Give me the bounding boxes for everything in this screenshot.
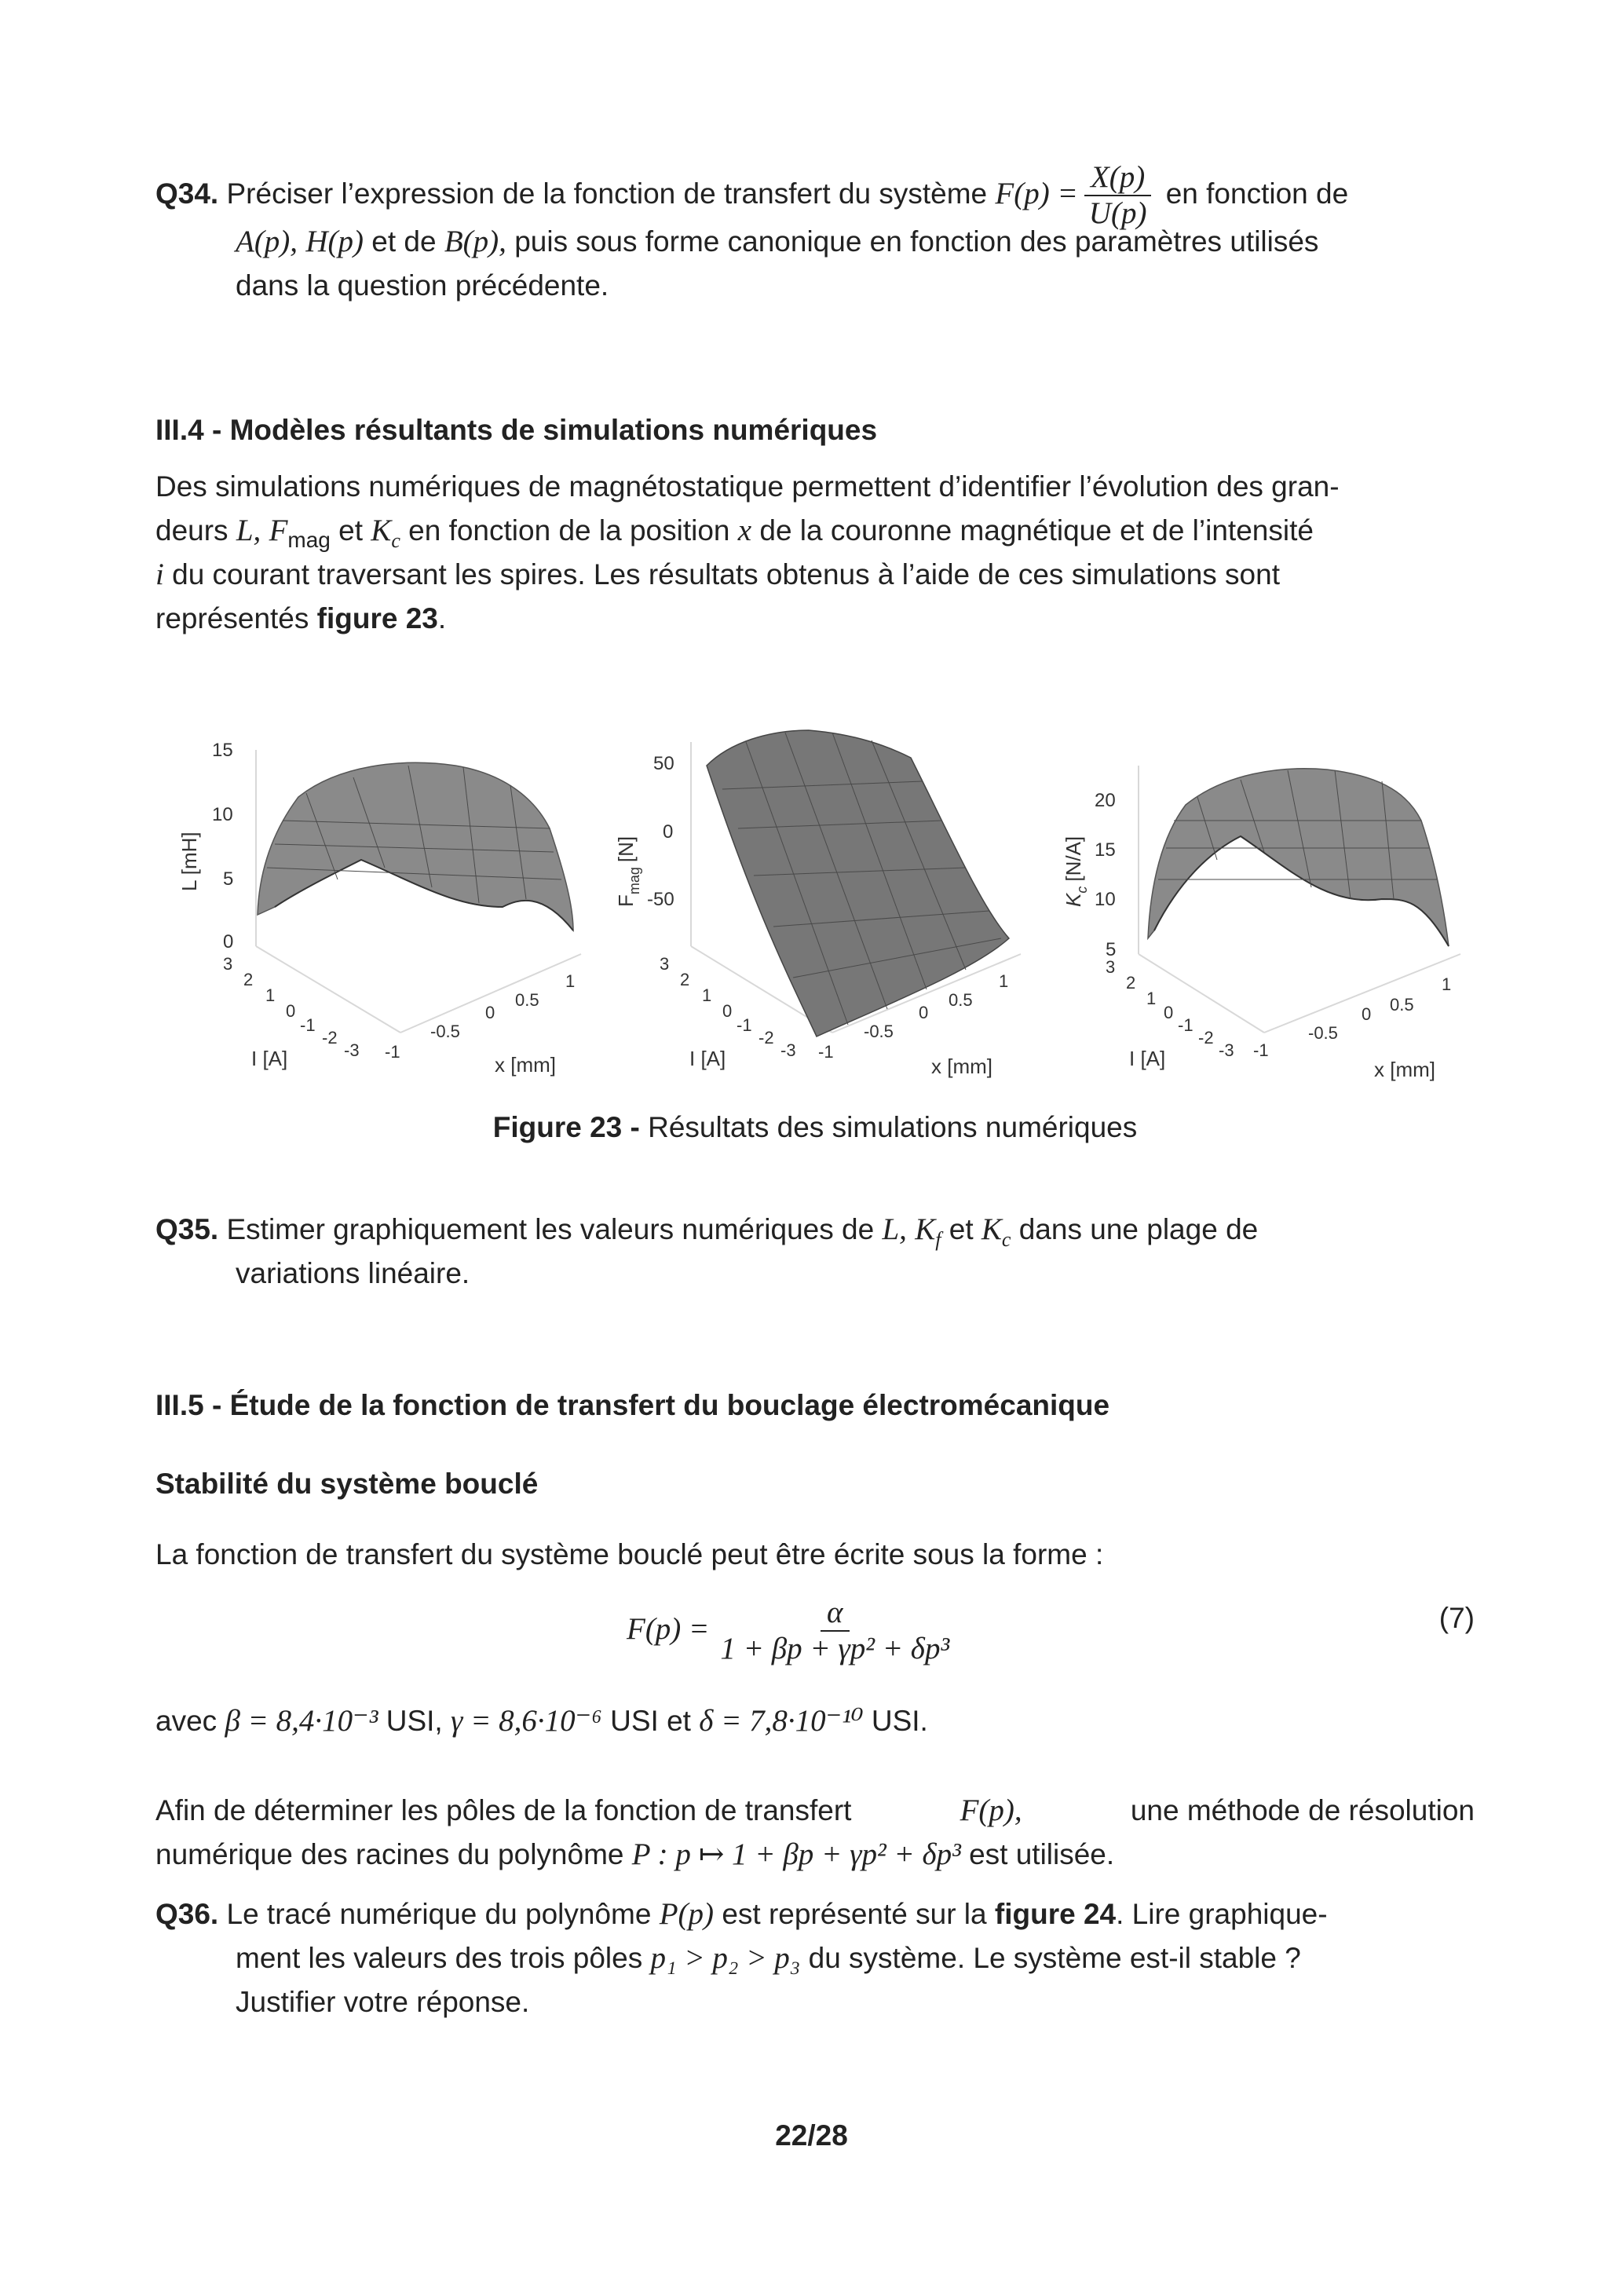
text: . Lire graphique- xyxy=(1116,1898,1328,1930)
text: du courant traversant les spires. Les résultats obtenus à l’aide de ces simulations sont xyxy=(172,558,1280,590)
z-tick-labels xyxy=(647,753,674,910)
z-tick: 15 xyxy=(1095,839,1116,861)
q34-line3: dans la question précédente. xyxy=(236,269,609,302)
equation-7-number: (7) xyxy=(1438,1602,1475,1634)
text: avec xyxy=(155,1705,217,1737)
sub-f: f xyxy=(935,1227,941,1251)
sub-c: c xyxy=(1001,1227,1011,1251)
i-tick: -3 xyxy=(344,1040,360,1060)
z-tick: 10 xyxy=(1095,889,1116,910)
x-tick: -0.5 xyxy=(430,1022,460,1041)
symbol-L: L, xyxy=(882,1212,907,1246)
x-tick: 0 xyxy=(485,1003,495,1022)
z-tick: 10 xyxy=(212,804,233,825)
x-tick: -0.5 xyxy=(864,1022,894,1041)
i-tick: -1 xyxy=(300,1015,316,1035)
text: représentés xyxy=(155,602,309,634)
q34-line2 xyxy=(236,220,1476,264)
i-tick: -3 xyxy=(1219,1040,1234,1060)
q34-text-c: et de xyxy=(371,225,437,258)
i-tick: 1 xyxy=(702,985,712,1005)
q34-text-b: en fonction de xyxy=(1165,177,1349,210)
x-tick-labels xyxy=(385,971,575,1062)
q35-label: Q35. xyxy=(155,1213,219,1245)
x-tick: 1 xyxy=(999,971,1009,991)
text: Le tracé numérique du polynôme xyxy=(226,1898,652,1930)
section-iii5-params xyxy=(155,1699,1475,1743)
z-axis-label-sub: c xyxy=(1074,886,1090,894)
symbol-K-f xyxy=(915,1212,941,1251)
x-axis-label: x [mm] xyxy=(495,1053,556,1077)
i-tick-labels xyxy=(223,954,360,1060)
q36-label: Q36. xyxy=(155,1898,219,1930)
symbol-F-p: F(p), xyxy=(960,1793,1022,1827)
x-tick: 0 xyxy=(919,1003,929,1022)
text: USI, xyxy=(386,1705,443,1737)
i-axis-label: I [A] xyxy=(1129,1047,1166,1070)
text: est représenté sur la xyxy=(722,1898,987,1930)
q34-formula-lhs: F(p) = xyxy=(995,177,1078,210)
q35-line1 xyxy=(155,1208,1475,1252)
q35-text-a: Estimer graphiquement les valeurs numériques de xyxy=(226,1213,875,1245)
z-axis-label-unit: [N] xyxy=(614,835,638,863)
surface-sheet xyxy=(1148,769,1449,946)
x-tick: -1 xyxy=(385,1042,400,1062)
eq-fraction xyxy=(714,1596,956,1666)
x-tick: -1 xyxy=(818,1042,834,1062)
poles: p₁ > p₂ > p₃ xyxy=(650,1941,801,1975)
x-axis-label: x [mm] xyxy=(1374,1058,1435,1081)
symbol-K: K xyxy=(915,1212,936,1246)
eq-num: α xyxy=(821,1596,849,1632)
text: est utilisée. xyxy=(969,1838,1115,1870)
x-tick: 1 xyxy=(565,971,576,991)
text: USI et xyxy=(610,1705,691,1737)
text: une méthode de résolution xyxy=(1130,1794,1475,1826)
z-tick: 15 xyxy=(212,740,233,761)
section-iii5-subtitle: Stabilité du système bouclé xyxy=(155,1468,539,1500)
x-tick: -0.5 xyxy=(1308,1023,1338,1043)
section-iii4-title: III.4 - Modèles résultants de simulations numériques xyxy=(155,414,878,446)
surface-plot-L xyxy=(157,711,597,1088)
text: deurs xyxy=(155,514,228,547)
i-axis xyxy=(1139,954,1264,1033)
surface-sheet xyxy=(258,762,573,930)
i-tick-labels xyxy=(1106,957,1234,1060)
symbol-K: K xyxy=(981,1212,1002,1246)
i-tick: -1 xyxy=(737,1015,752,1035)
text: de la couronne magnétique et de l’intensité xyxy=(759,514,1314,547)
i-tick: 0 xyxy=(1164,1003,1174,1022)
x-tick: 0.5 xyxy=(949,990,973,1010)
eq-den: 1 + βp + γp² + δp³ xyxy=(720,1632,950,1666)
param-gamma: γ = 8,6·10⁻⁶ xyxy=(451,1704,602,1738)
i-tick: 2 xyxy=(680,970,690,989)
eq-lhs: F(p) = xyxy=(627,1612,710,1646)
q34-frac-num: X(p) xyxy=(1084,160,1151,196)
polynomial: P : p ↦ 1 + βp + γp² + δp³ xyxy=(631,1837,961,1871)
z-axis-label-main: K xyxy=(1062,893,1085,907)
i-tick: 3 xyxy=(223,954,233,974)
x-tick: -1 xyxy=(1253,1040,1269,1060)
z-axis-label-main: F xyxy=(614,894,638,907)
surface xyxy=(258,762,573,930)
surface xyxy=(1148,769,1449,946)
z-axis-label-sub: mag xyxy=(627,867,642,895)
figure-ref: figure 23 xyxy=(316,602,438,634)
i-tick-labels xyxy=(660,954,796,1060)
i-axis-label: I [A] xyxy=(251,1047,288,1070)
equation-7 xyxy=(155,1586,1475,1673)
text: ment les valeurs des trois pôles xyxy=(236,1942,643,1974)
sub-mag: mag xyxy=(287,527,331,552)
z-axis-label-unit: [N/A] xyxy=(1062,835,1085,882)
i-tick: 1 xyxy=(265,985,276,1005)
z-tick: -50 xyxy=(647,889,674,910)
q34-a-p: A(p), xyxy=(236,225,298,258)
section-iii5-intro: La fonction de transfert du système bouclé peut être écrite sous la forme : xyxy=(155,1538,1104,1570)
q34-frac-den: U(p) xyxy=(1088,196,1147,231)
text: numérique des racines du polynôme xyxy=(155,1838,624,1870)
z-tick: 0 xyxy=(663,821,674,843)
q35-line2: variations linéaire. xyxy=(236,1257,470,1289)
x-tick: 0.5 xyxy=(1390,995,1414,1015)
figure23-panel-Fmag xyxy=(597,711,1036,1100)
q35-text-b: dans une plage de xyxy=(1018,1213,1259,1245)
i-tick: -2 xyxy=(322,1028,338,1047)
symbol-L: L, xyxy=(236,514,261,547)
figure23-panel-Kc xyxy=(1044,711,1484,1100)
section-iii4-line2 xyxy=(155,509,1475,553)
q36-line3: Justifier votre réponse. xyxy=(236,1986,530,2018)
symbol-K-c xyxy=(981,1212,1011,1251)
z-tick: 0 xyxy=(223,931,234,952)
symbol-F: F xyxy=(269,514,288,547)
text: en fonction de la position xyxy=(408,514,730,547)
i-tick: -2 xyxy=(758,1028,774,1047)
symbol-P-p: P(p) xyxy=(659,1897,715,1931)
section-iii5-p1 xyxy=(155,1789,1475,1833)
section-iii4-line1: Des simulations numériques de magnétostatique permettent d’identifier l’évolution des gran- xyxy=(155,470,1340,503)
q34-b-p: B(p), xyxy=(444,225,506,258)
i-tick: -1 xyxy=(1178,1015,1193,1035)
i-tick: 0 xyxy=(286,1001,296,1021)
q34-label: Q34. xyxy=(155,177,219,210)
i-axis-label: I [A] xyxy=(689,1047,726,1070)
section-iii5-title: III.5 - Étude de la fonction de transfert du bouclage électromécanique xyxy=(155,1389,1110,1421)
q36-line1 xyxy=(155,1892,1475,1936)
i-tick: 1 xyxy=(1146,989,1157,1008)
figure23-caption xyxy=(155,1106,1475,1150)
z-tick: 20 xyxy=(1095,790,1116,811)
text: du système. Le système est-il stable ? xyxy=(808,1942,1301,1974)
symbol-K: K xyxy=(371,514,392,547)
i-axis xyxy=(256,946,400,1033)
z-tick-labels xyxy=(1095,790,1116,960)
z-axis-label xyxy=(614,836,642,907)
q34-text-d: puis sous forme canonique en fonction des paramètres utilisés xyxy=(514,225,1319,258)
text: et xyxy=(338,514,364,547)
figure23-caption-label: Figure 23 - xyxy=(492,1111,640,1143)
x-tick: 0 xyxy=(1362,1004,1372,1024)
i-tick: -2 xyxy=(1198,1028,1214,1047)
z-tick: 5 xyxy=(1106,939,1117,960)
symbol-K-c xyxy=(371,514,400,552)
x-tick: 1 xyxy=(1442,974,1452,994)
surface-plot-Kc xyxy=(1044,711,1484,1088)
i-tick: 0 xyxy=(722,1001,733,1021)
x-axis-label: x [mm] xyxy=(931,1055,992,1078)
text: Afin de déterminer les pôles de la fonction de transfert xyxy=(155,1794,852,1826)
q34-text-a: Préciser l’expression de la fonction de transfert du système xyxy=(226,177,988,210)
text: USI. xyxy=(871,1705,928,1737)
x-tick-labels xyxy=(1253,974,1451,1060)
q36-line2 xyxy=(236,1936,1476,1980)
text: et xyxy=(949,1213,974,1245)
section-iii5-p2 xyxy=(155,1833,1475,1877)
z-axis-label xyxy=(1062,836,1090,907)
figure-ref: figure 24 xyxy=(994,1898,1117,1930)
section-iii4-line4 xyxy=(155,597,1475,641)
param-beta: β = 8,4·10⁻³ xyxy=(225,1704,378,1738)
i-tick: 2 xyxy=(1126,973,1136,993)
i-tick: -3 xyxy=(780,1040,796,1060)
symbol-i: i xyxy=(155,558,164,591)
section-iii4-line3 xyxy=(155,553,1475,597)
symbol-F-mag xyxy=(269,514,331,552)
z-tick-labels xyxy=(212,740,233,952)
symbol-x: x xyxy=(737,514,752,547)
z-axis-label: L [mH] xyxy=(177,832,201,891)
i-tick: 3 xyxy=(1106,957,1116,977)
q34-h-p: H(p) xyxy=(305,225,364,258)
i-tick: 3 xyxy=(660,954,670,974)
surface-plot-Fmag xyxy=(597,711,1036,1088)
text: . xyxy=(437,602,447,634)
sub-c: c xyxy=(391,528,400,552)
param-delta: δ = 7,8·10⁻¹⁰ xyxy=(699,1704,864,1738)
x-tick: 0.5 xyxy=(515,990,539,1010)
z-tick: 5 xyxy=(223,868,234,890)
equation-7-formula xyxy=(627,1586,960,1673)
z-tick: 50 xyxy=(653,753,674,774)
figure23-panel-L xyxy=(157,711,597,1100)
figure23-caption-text: Résultats des simulations numériques xyxy=(648,1111,1138,1143)
page-number: 22/28 xyxy=(775,2119,848,2152)
i-tick: 2 xyxy=(243,970,254,989)
